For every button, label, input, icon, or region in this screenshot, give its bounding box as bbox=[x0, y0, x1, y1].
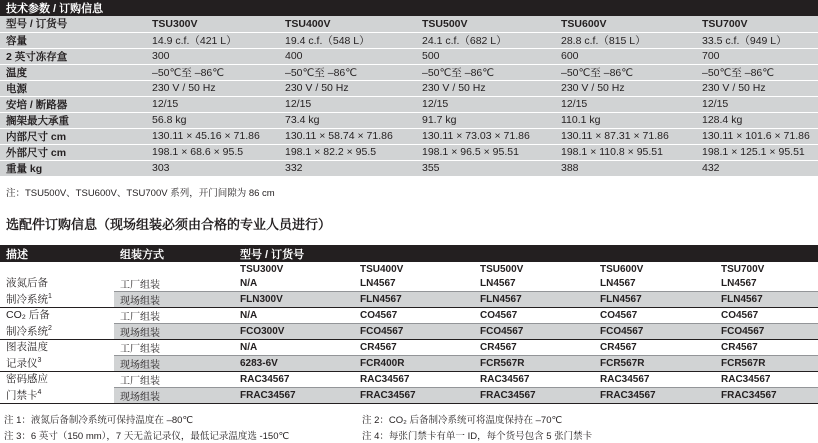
spec-cell: 198.1 × 125.1 × 95.51 bbox=[696, 144, 818, 160]
assembly-onsite-label: 现场组装 bbox=[114, 292, 234, 308]
option-cell: CO4567 bbox=[715, 308, 818, 324]
spec-cell: 91.7 kg bbox=[416, 112, 555, 128]
spec-table bbox=[0, 0, 818, 176]
spec-cell: –50℃至 –86℃ bbox=[146, 64, 279, 80]
spec-title-row bbox=[0, 0, 818, 16]
footnote-ref: 1 bbox=[48, 293, 52, 300]
spec-row-label: 搁架最大承重 bbox=[0, 112, 146, 128]
spec-cell: 28.8 c.f.（815 L） bbox=[555, 32, 696, 48]
option-cell: CO4567 bbox=[474, 308, 594, 324]
option-cell: FCR567R bbox=[594, 356, 715, 372]
option-desc-line1: 液氮后备 bbox=[6, 277, 48, 289]
spec-cell: 230 V / 50 Hz bbox=[146, 80, 279, 96]
footnote-ref: 3 bbox=[37, 357, 42, 364]
spec-model-row bbox=[0, 16, 818, 32]
option-onsite-row bbox=[0, 388, 818, 404]
footnote-1: 注 1：液氮后备制冷系统可保持温度在 –80℃ bbox=[4, 415, 194, 426]
option-cell: FCO4567 bbox=[715, 324, 818, 340]
spec-cell: 19.4 c.f.（548 L） bbox=[279, 32, 416, 48]
option-cell: FLN4567 bbox=[594, 292, 715, 308]
footnote-2: 注 2：CO₂ 后备制冷系统可将温度保持在 –70℃ bbox=[362, 415, 563, 426]
option-cell: FCO300V bbox=[234, 324, 354, 340]
option-cell: FRAC34567 bbox=[594, 388, 715, 404]
option-cell: FCR400R bbox=[354, 356, 474, 372]
spec-cell: –50℃至 –86℃ bbox=[279, 64, 416, 80]
spec-row bbox=[0, 160, 818, 176]
spec-model-label: 型号 / 订货号 bbox=[0, 16, 146, 32]
option-cell: LN4567 bbox=[715, 276, 818, 292]
spec-cell: 198.1 × 96.5 × 95.51 bbox=[416, 144, 555, 160]
option-cell: FRAC34567 bbox=[234, 388, 354, 404]
spec-cell: 12/15 bbox=[696, 96, 818, 112]
option-factory-row bbox=[0, 340, 818, 356]
option-factory-row bbox=[0, 308, 818, 324]
spec-cell: 56.8 kg bbox=[146, 112, 279, 128]
option-desc-line1: CO₂ 后备 bbox=[6, 309, 50, 321]
spec-cell: 130.11 × 73.03 × 71.86 bbox=[416, 128, 555, 144]
spec-cell: –50℃至 –86℃ bbox=[555, 64, 696, 80]
spec-cell: 33.5 c.f.（949 L） bbox=[696, 32, 818, 48]
option-model: TSU700V bbox=[721, 263, 765, 275]
option-factory-row bbox=[0, 372, 818, 388]
assembly-onsite-label: 现场组装 bbox=[114, 324, 234, 340]
spec-cell: 24.1 c.f.（682 L） bbox=[416, 32, 555, 48]
option-description bbox=[0, 340, 114, 372]
options-section-title: 选配件订购信息（现场组装必须由合格的专业人员进行） bbox=[6, 217, 332, 232]
footnote-ref: 4 bbox=[37, 389, 42, 396]
options-table bbox=[0, 245, 818, 404]
option-cell: RAC34567 bbox=[474, 372, 594, 388]
option-desc-line2: 门禁卡 bbox=[6, 389, 38, 402]
spec-cell: 198.1 × 82.2 × 95.5 bbox=[279, 144, 416, 160]
option-desc-line1: 图表温度 bbox=[6, 341, 48, 353]
option-model: TSU500V bbox=[480, 263, 524, 275]
option-onsite-row bbox=[0, 356, 818, 372]
spec-cell: 500 bbox=[416, 48, 555, 64]
option-cell: RAC34567 bbox=[715, 372, 818, 388]
option-cell: CO4567 bbox=[594, 308, 715, 324]
option-cell: CO4567 bbox=[354, 308, 474, 324]
option-cell: N/A bbox=[234, 276, 354, 292]
spec-row-label: 外部尺寸 cm bbox=[0, 144, 146, 160]
spec-row-label: 安培 / 断路器 bbox=[0, 96, 146, 112]
option-cell: RAC34567 bbox=[354, 372, 474, 388]
spec-cell: 432 bbox=[696, 160, 818, 176]
spec-model: TSU700V bbox=[696, 16, 818, 32]
spec-cell: 230 V / 50 Hz bbox=[279, 80, 416, 96]
spec-row bbox=[0, 144, 818, 160]
option-cell: LN4567 bbox=[594, 276, 715, 292]
option-desc-line1: 密码感应 bbox=[6, 373, 48, 385]
spec-cell: 600 bbox=[555, 48, 696, 64]
spec-cell: 14.9 c.f.（421 L） bbox=[146, 32, 279, 48]
option-onsite-row bbox=[0, 292, 818, 308]
spec-cell: 130.11 × 58.74 × 71.86 bbox=[279, 128, 416, 144]
option-cell: RAC34567 bbox=[234, 372, 354, 388]
option-cell: CR4567 bbox=[715, 340, 818, 356]
footnote-4: 注 4：每张门禁卡有单一 ID，每个货号包含 5 张门禁卡 bbox=[362, 431, 593, 442]
spec-cell: 303 bbox=[146, 160, 279, 176]
spec-cell: 388 bbox=[555, 160, 696, 176]
spec-cell: 110.1 kg bbox=[555, 112, 696, 128]
options-header-row bbox=[0, 245, 818, 262]
option-factory-row bbox=[0, 276, 818, 292]
spec-cell: 73.4 kg bbox=[279, 112, 416, 128]
spec-cell: 198.1 × 68.6 × 95.5 bbox=[146, 144, 279, 160]
option-cell: N/A bbox=[234, 308, 354, 324]
spec-row bbox=[0, 96, 818, 112]
spec-cell: –50℃至 –86℃ bbox=[696, 64, 818, 80]
option-cell: LN4567 bbox=[354, 276, 474, 292]
spec-row-label: 2 英寸冻存盒 bbox=[0, 48, 146, 64]
option-desc-line2: 记录仪 bbox=[6, 357, 38, 370]
col-desc-header: 描述 bbox=[0, 245, 114, 262]
spec-cell: 130.11 × 87.31 × 71.86 bbox=[555, 128, 696, 144]
footnote-3: 注 3：6 英寸（150 mm），7 天无盖记录仪，最低记录温度选 -150℃ bbox=[4, 431, 290, 442]
col-model-header: 型号 / 订货号 bbox=[234, 245, 818, 262]
spec-row-label: 容量 bbox=[0, 32, 146, 48]
options-model-row bbox=[0, 262, 818, 276]
option-cell: 6283-6V bbox=[234, 356, 354, 372]
spec-cell: 400 bbox=[279, 48, 416, 64]
option-description bbox=[0, 276, 114, 308]
spec-cell: 130.11 × 101.6 × 71.86 bbox=[696, 128, 818, 144]
spec-cell: 355 bbox=[416, 160, 555, 176]
option-desc-line2: 制冷系统 bbox=[6, 293, 48, 306]
spec-model: TSU600V bbox=[555, 16, 696, 32]
assembly-factory-label: 工厂组装 bbox=[114, 308, 234, 324]
spec-cell: 128.4 kg bbox=[696, 112, 818, 128]
spec-row bbox=[0, 80, 818, 96]
option-cell: FLN300V bbox=[234, 292, 354, 308]
option-cell: FLN4567 bbox=[354, 292, 474, 308]
col-assembly-header: 组装方式 bbox=[114, 245, 234, 262]
spec-title: 技术参数 / 订购信息 bbox=[0, 0, 818, 16]
spec-cell: 230 V / 50 Hz bbox=[416, 80, 555, 96]
assembly-factory-label: 工厂组装 bbox=[114, 276, 234, 292]
option-cell: FRAC34567 bbox=[715, 388, 818, 404]
option-cell: FLN4567 bbox=[715, 292, 818, 308]
spec-cell: 700 bbox=[696, 48, 818, 64]
option-cell: FLN4567 bbox=[474, 292, 594, 308]
option-description bbox=[0, 308, 114, 340]
option-cell: CR4567 bbox=[474, 340, 594, 356]
option-onsite-row bbox=[0, 324, 818, 340]
option-cell: CR4567 bbox=[354, 340, 474, 356]
spec-cell: –50℃至 –86℃ bbox=[416, 64, 555, 80]
option-cell: CR4567 bbox=[594, 340, 715, 356]
option-cell: FCR567R bbox=[715, 356, 818, 372]
spec-cell: 230 V / 50 Hz bbox=[555, 80, 696, 96]
blank-cell bbox=[0, 262, 114, 276]
option-description bbox=[0, 372, 114, 404]
blank-cell bbox=[114, 262, 234, 276]
option-cell: FCO4567 bbox=[474, 324, 594, 340]
assembly-onsite-label: 现场组装 bbox=[114, 356, 234, 372]
footnote-ref: 2 bbox=[48, 325, 52, 332]
option-cell: N/A bbox=[234, 340, 354, 356]
option-cell: LN4567 bbox=[474, 276, 594, 292]
spec-model: TSU500V bbox=[416, 16, 555, 32]
assembly-factory-label: 工厂组装 bbox=[114, 340, 234, 356]
option-cell: FCO4567 bbox=[354, 324, 474, 340]
spec-row-label: 温度 bbox=[0, 64, 146, 80]
spec-cell: 12/15 bbox=[279, 96, 416, 112]
spec-row-label: 电源 bbox=[0, 80, 146, 96]
assembly-factory-label: 工厂组装 bbox=[114, 372, 234, 388]
option-cell: RAC34567 bbox=[594, 372, 715, 388]
spec-row bbox=[0, 32, 818, 48]
spec-row-label: 重量 kg bbox=[0, 160, 146, 176]
assembly-onsite-label: 现场组装 bbox=[114, 388, 234, 404]
spec-row bbox=[0, 48, 818, 64]
spec-cell: 130.11 × 45.16 × 71.86 bbox=[146, 128, 279, 144]
spec-cell: 12/15 bbox=[416, 96, 555, 112]
spec-cell: 12/15 bbox=[146, 96, 279, 112]
option-cell: FCO4567 bbox=[594, 324, 715, 340]
option-cell: FRAC34567 bbox=[354, 388, 474, 404]
spec-row bbox=[0, 64, 818, 80]
spec-cell: 230 V / 50 Hz bbox=[696, 80, 818, 96]
option-desc-line2: 制冷系统 bbox=[6, 325, 48, 338]
spec-row bbox=[0, 128, 818, 144]
option-cell: FRAC34567 bbox=[474, 388, 594, 404]
spec-row bbox=[0, 112, 818, 128]
option-model: TSU600V bbox=[600, 263, 644, 275]
spec-cell: 332 bbox=[279, 160, 416, 176]
spec-cell: 300 bbox=[146, 48, 279, 64]
spec-model: TSU400V bbox=[279, 16, 416, 32]
spec-model: TSU300V bbox=[146, 16, 279, 32]
option-model: TSU300V bbox=[240, 263, 284, 275]
spec-cell: 12/15 bbox=[555, 96, 696, 112]
option-cell: FCR567R bbox=[474, 356, 594, 372]
spec-cell: 198.1 × 110.8 × 95.51 bbox=[555, 144, 696, 160]
spec-note: 注：TSU500V、TSU600V、TSU700V 系列，开门间隙为 86 cm bbox=[6, 188, 275, 199]
option-model: TSU400V bbox=[360, 263, 404, 275]
spec-row-label: 内部尺寸 cm bbox=[0, 128, 146, 144]
